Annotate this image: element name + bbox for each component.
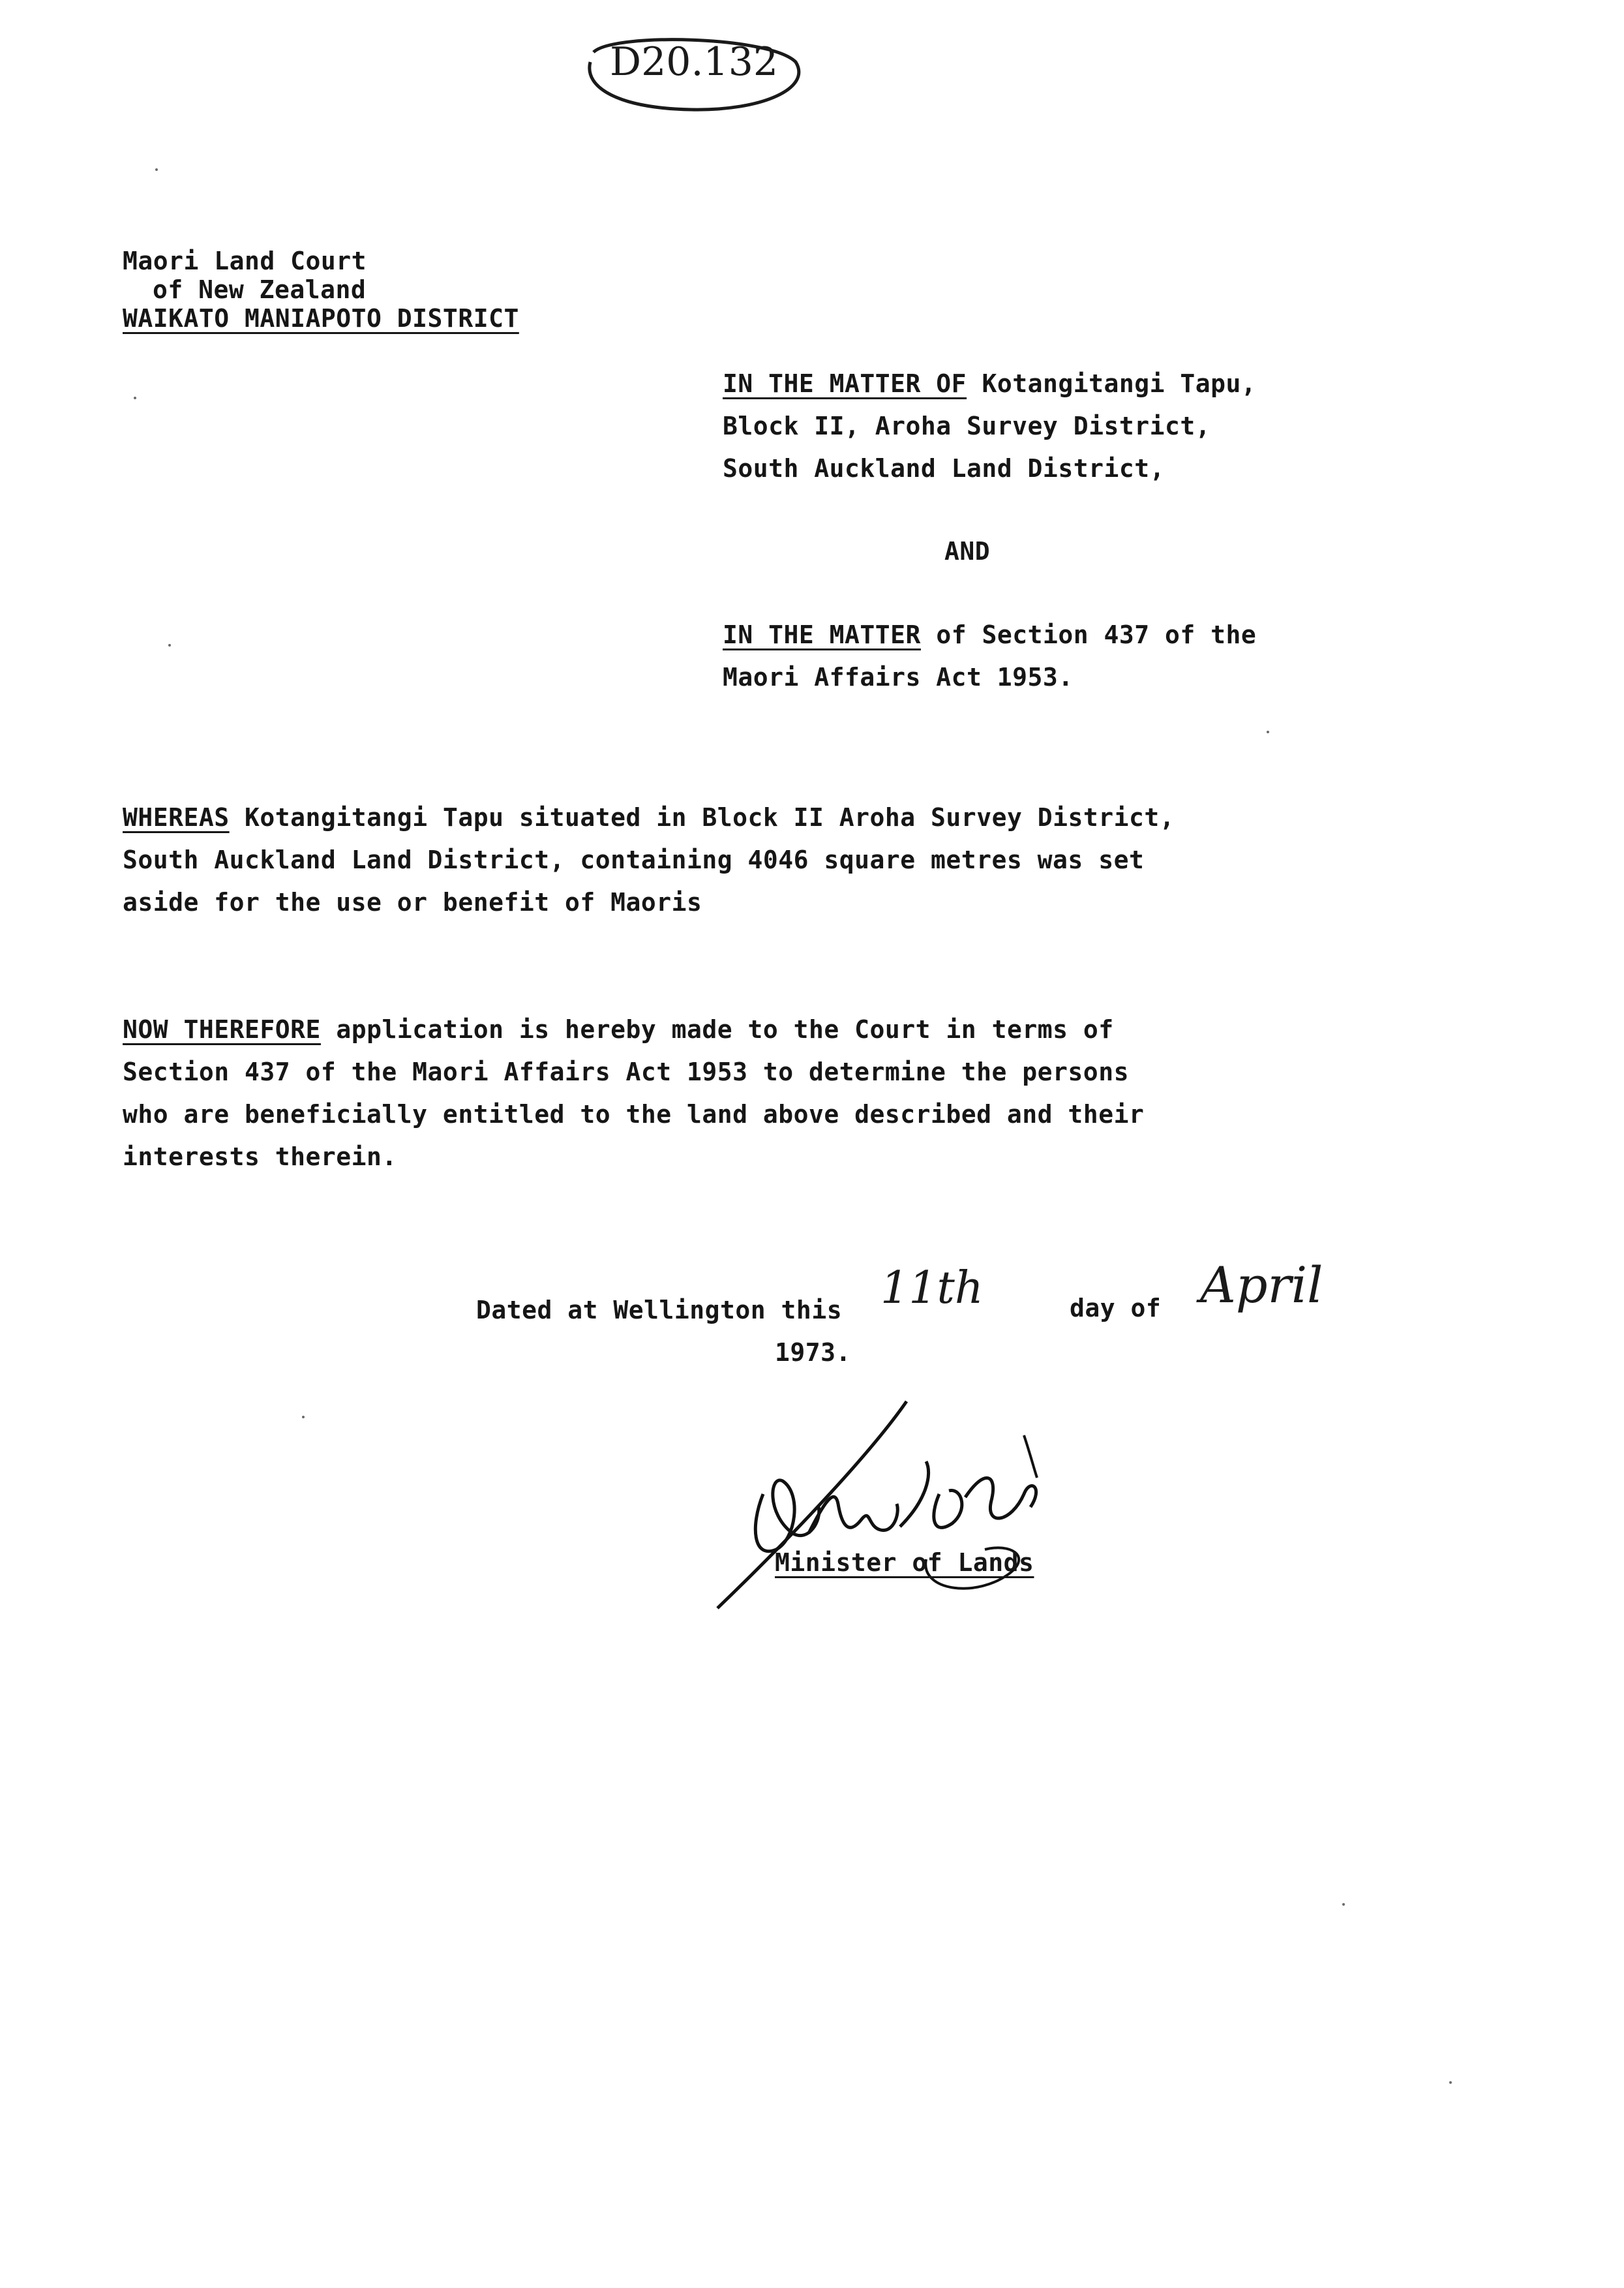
now-therefore-label: NOW THEREFORE bbox=[123, 1015, 321, 1044]
matter-two-label: IN THE MATTER bbox=[723, 620, 921, 649]
matter-two-line2: Maori Affairs Act 1953. bbox=[723, 663, 1074, 692]
matter-two-line1 bbox=[723, 613, 1256, 656]
matter-two-line1-rest: of Section 437 of the bbox=[936, 620, 1257, 649]
dated-prefix: Dated at Wellington this bbox=[476, 1296, 843, 1324]
signature-scribble bbox=[704, 1396, 1096, 1618]
paper-speck bbox=[168, 644, 171, 647]
matter-one-line1 bbox=[723, 362, 1256, 405]
paper-speck bbox=[1449, 2081, 1452, 2084]
court-header-line2: of New Zealand bbox=[153, 275, 367, 304]
now-therefore-line1 bbox=[123, 1008, 1114, 1051]
now-therefore-line4: interests therein. bbox=[123, 1142, 397, 1171]
court-header-line1: Maori Land Court bbox=[123, 247, 367, 275]
paper-speck bbox=[1342, 1903, 1345, 1906]
whereas-line1 bbox=[123, 796, 1175, 839]
paper-speck bbox=[155, 168, 158, 171]
paper-speck bbox=[1267, 731, 1269, 733]
whereas-line2: South Auckland Land District, containing 4046 square metres was set bbox=[123, 846, 1145, 874]
dated-day: 11th bbox=[880, 1262, 984, 1314]
matter-one-line1-rest: Kotangitangi Tapu, bbox=[982, 369, 1257, 398]
now-therefore-line2: Section 437 of the Maori Affairs Act 1953 to determine the persons bbox=[123, 1058, 1129, 1086]
dated-middle: day of bbox=[1070, 1294, 1162, 1322]
whereas-line3: aside for the use or benefit of Maoris bbox=[123, 888, 702, 917]
signature-title: Minister of Lands bbox=[775, 1548, 1034, 1577]
whereas-label: WHEREAS bbox=[123, 803, 230, 832]
conjunction: AND bbox=[944, 537, 991, 566]
dated-year: 1973. bbox=[775, 1338, 851, 1367]
dated-month: April bbox=[1200, 1256, 1323, 1314]
matter-one-label: IN THE MATTER OF bbox=[723, 369, 967, 398]
paper-speck bbox=[302, 1416, 305, 1418]
whereas-line1-rest: Kotangitangi Tapu situated in Block II Aroha Survey District, bbox=[245, 803, 1175, 832]
matter-one-line3: South Auckland Land District, bbox=[723, 454, 1165, 483]
now-therefore-line1-rest: application is hereby made to the Court in terms of bbox=[336, 1015, 1114, 1044]
now-therefore-line3: who are beneficially entitled to the land above described and their bbox=[123, 1100, 1145, 1129]
paper-speck bbox=[134, 397, 136, 399]
file-reference-text: D20.132 bbox=[610, 39, 779, 85]
matter-one-line2: Block II, Aroha Survey District, bbox=[723, 412, 1211, 440]
court-header-district: WAIKATO MANIAPOTO DISTRICT bbox=[123, 304, 519, 333]
